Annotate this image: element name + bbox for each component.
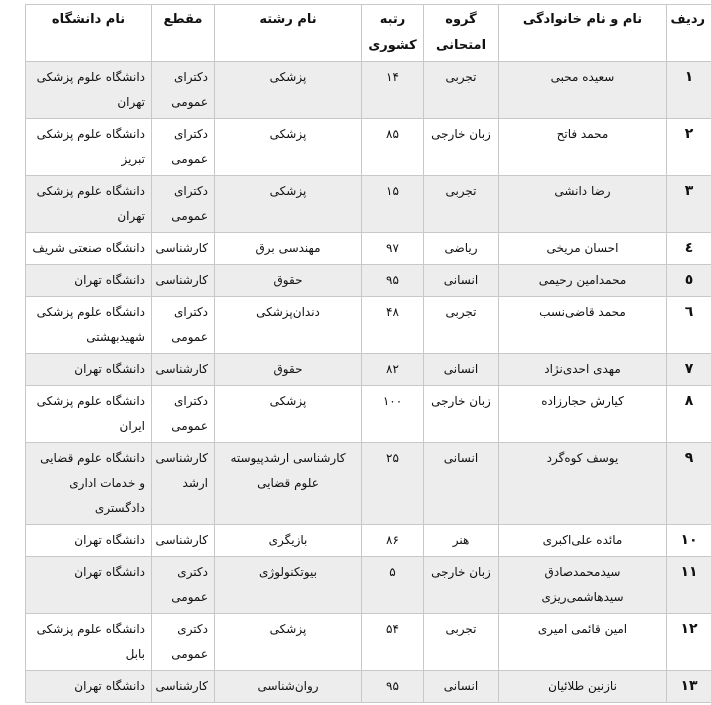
header-field: نام رشته (215, 5, 362, 62)
row-field: روان‌شناسی (215, 671, 362, 703)
row-field: مهندسی برق (215, 233, 362, 265)
row-full-name: سعیده محبی (499, 62, 667, 119)
table-row (26, 525, 711, 557)
row-index: ٦ (667, 297, 711, 354)
row-exam-group: تجربی (424, 297, 499, 354)
row-university: دانشگاه علوم پزشکی بابل (26, 614, 152, 671)
row-degree-level: دکتری عمومی (152, 557, 215, 614)
row-index: ۱۲ (667, 614, 711, 671)
table-row (26, 265, 711, 297)
row-national-rank: ۹۷ (362, 233, 424, 265)
row-full-name: احسان مریخی (499, 233, 667, 265)
row-index: ۱۰ (667, 525, 711, 557)
row-national-rank: ۱۰۰ (362, 386, 424, 443)
header-full-name: نام و نام خانوادگی (499, 5, 667, 62)
row-exam-group: زبان خارجی (424, 557, 499, 614)
row-degree-level: دکتری عمومی (152, 614, 215, 671)
row-national-rank: ۹۵ (362, 265, 424, 297)
row-full-name: نازنین طلائیان (499, 671, 667, 703)
row-degree-level: کارشناسی (152, 525, 215, 557)
row-exam-group: انسانی (424, 671, 499, 703)
row-field: پزشکی (215, 386, 362, 443)
row-university: دانشگاه تهران (26, 525, 152, 557)
row-field: پزشکی (215, 62, 362, 119)
row-university: دانشگاه علوم پزشکی تبریز (26, 119, 152, 176)
table-row (26, 443, 711, 525)
table-row (26, 233, 711, 265)
row-university: دانشگاه تهران (26, 557, 152, 614)
row-field: حقوق (215, 265, 362, 297)
table-row (26, 62, 711, 119)
row-degree-level: کارشناسی (152, 671, 215, 703)
header-index: ردیف (667, 5, 711, 62)
row-exam-group: تجربی (424, 176, 499, 233)
row-exam-group: زبان خارجی (424, 386, 499, 443)
row-field: پزشکی (215, 176, 362, 233)
row-index: ٥ (667, 265, 711, 297)
row-field: حقوق (215, 354, 362, 386)
row-exam-group: ریاضی (424, 233, 499, 265)
row-field: بیوتکنولوژی (215, 557, 362, 614)
row-national-rank: ۲۵ (362, 443, 424, 525)
row-full-name: رضا دانشی (499, 176, 667, 233)
row-university: دانشگاه علوم پزشکی تهران (26, 62, 152, 119)
row-university: دانشگاه تهران (26, 671, 152, 703)
row-full-name: محمد قاضی‌نسب (499, 297, 667, 354)
row-full-name: محمد فاتح (499, 119, 667, 176)
row-index: ۷ (667, 354, 711, 386)
row-index: ۱۱ (667, 557, 711, 614)
results-table (25, 4, 711, 703)
row-full-name: یوسف کوه‌گرد (499, 443, 667, 525)
header-degree-level: مقطع (152, 5, 215, 62)
row-exam-group: تجربی (424, 62, 499, 119)
table-row (26, 557, 711, 614)
row-exam-group: هنر (424, 525, 499, 557)
row-university: دانشگاه علوم پزشکی ایران (26, 386, 152, 443)
row-exam-group: انسانی (424, 354, 499, 386)
row-index: ۱ (667, 62, 711, 119)
table-row (26, 386, 711, 443)
row-national-rank: ۸۲ (362, 354, 424, 386)
table-row (26, 176, 711, 233)
row-field: کارشناسی ارشدپیوسته علوم قضایی (215, 443, 362, 525)
row-full-name: محمدامین رحیمی (499, 265, 667, 297)
row-degree-level: کارشناسی ارشد (152, 443, 215, 525)
row-field: پزشکی (215, 119, 362, 176)
row-university: دانشگاه علوم قضایی و خدمات اداری دادگستری (26, 443, 152, 525)
row-university: دانشگاه تهران (26, 265, 152, 297)
row-degree-level: کارشناسی (152, 233, 215, 265)
row-degree-level: دکترای عمومی (152, 176, 215, 233)
row-national-rank: ۴۸ (362, 297, 424, 354)
table-row (26, 671, 711, 703)
row-full-name: کیارش حجارزاده (499, 386, 667, 443)
row-national-rank: ۵۴ (362, 614, 424, 671)
results-table-container (25, 4, 705, 703)
row-full-name: مائده علی‌اکبری (499, 525, 667, 557)
row-national-rank: ۸۶ (362, 525, 424, 557)
table-row (26, 297, 711, 354)
row-degree-level: دکترای عمومی (152, 297, 215, 354)
row-university: دانشگاه تهران (26, 354, 152, 386)
row-index: ٤ (667, 233, 711, 265)
row-index: ۳ (667, 176, 711, 233)
row-index: ۲ (667, 119, 711, 176)
row-university: دانشگاه علوم پزشکی تهران (26, 176, 152, 233)
row-index: ۸ (667, 386, 711, 443)
row-degree-level: دکترای عمومی (152, 119, 215, 176)
row-national-rank: ۱۴ (362, 62, 424, 119)
row-field: دندان‌پزشکی (215, 297, 362, 354)
row-university: دانشگاه علوم پزشکی شهیدبهشتی (26, 297, 152, 354)
header-university: نام دانشگاه (26, 5, 152, 62)
table-row (26, 119, 711, 176)
row-field: بازیگری (215, 525, 362, 557)
header-exam-group: گروه امتحانی (424, 5, 499, 62)
header-national-rank: رتبه کشوری (362, 5, 424, 62)
row-full-name: مهدی احدی‌نژاد (499, 354, 667, 386)
row-exam-group: زبان خارجی (424, 119, 499, 176)
row-exam-group: تجربی (424, 614, 499, 671)
row-full-name: سیدمحمدصادق سیدهاشمی‌ریزی (499, 557, 667, 614)
table-row (26, 614, 711, 671)
row-field: پزشکی (215, 614, 362, 671)
row-national-rank: ۱۵ (362, 176, 424, 233)
row-university: دانشگاه صنعتی شریف (26, 233, 152, 265)
row-full-name: امین قائمی امیری (499, 614, 667, 671)
row-exam-group: انسانی (424, 443, 499, 525)
table-header-row (26, 5, 711, 62)
row-degree-level: دکترای عمومی (152, 386, 215, 443)
row-exam-group: انسانی (424, 265, 499, 297)
row-degree-level: دکترای عمومی (152, 62, 215, 119)
row-national-rank: ۸۵ (362, 119, 424, 176)
row-degree-level: کارشناسی (152, 354, 215, 386)
row-degree-level: کارشناسی (152, 265, 215, 297)
row-national-rank: ۹۵ (362, 671, 424, 703)
row-index: ۱۳ (667, 671, 711, 703)
row-index: ۹ (667, 443, 711, 525)
table-row (26, 354, 711, 386)
row-national-rank: ۵ (362, 557, 424, 614)
